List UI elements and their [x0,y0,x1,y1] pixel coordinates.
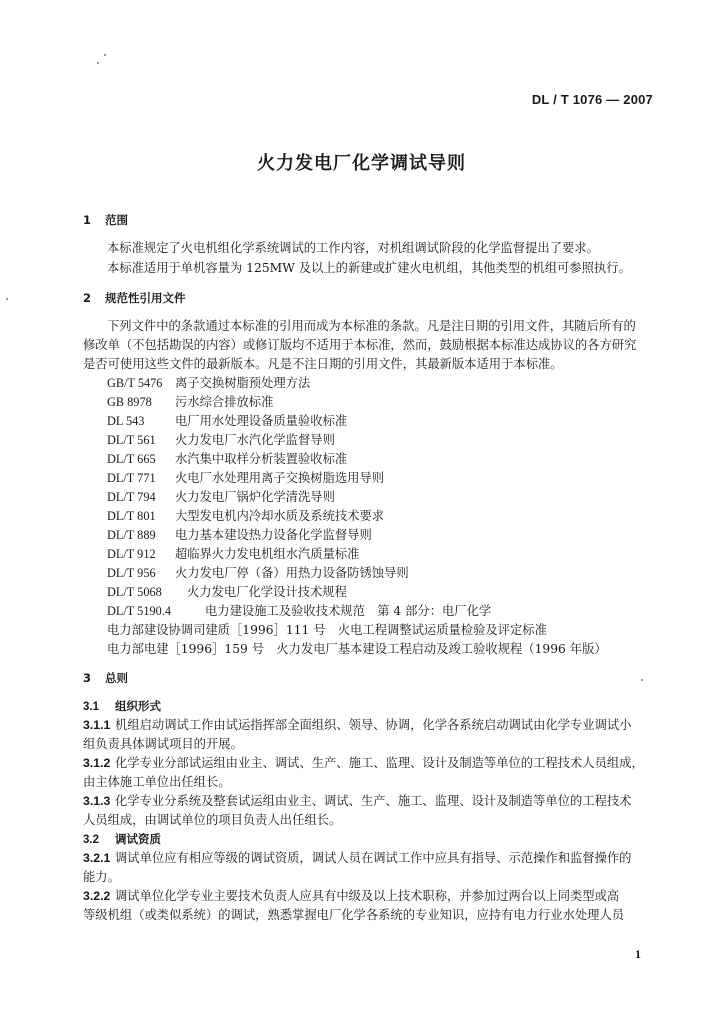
reference-title: 电厂用水处理设备质量验收标准 [175,414,348,428]
reference-item [107,507,384,525]
reference-item [107,602,491,620]
clause-3-1-3-line-1 [83,792,631,810]
reference-item-extra: 电力部建设协调司建质［1996］111 号 火电工程调整试运质量检验及评定标准 [107,623,547,637]
scan-speck [104,54,106,56]
section-2-intro-line-3: 是否可使用这些文件的最新版本。凡是不注日期的引用文件，其最新版本适用于本标准。 [83,357,563,371]
section-3-heading [83,669,128,687]
section-1-para-1: 本标准规定了火电机组化学系统调试的工作内容，对机组调试阶段的化学监督提出了要求。 [107,241,599,255]
subsection-title: 组织形式 [115,699,161,713]
clause-3-1-1-line-2: 组负责具体调试项目的开展。 [83,737,243,751]
clause-3-2-1-line-1 [83,849,631,867]
document-title: 火力发电厂化学调试导则 [257,153,466,174]
section-1-para-2: 本标准适用于单机容量为 125MW 及以上的新建或扩建火电机组，其他类型的机组可参照执行。 [107,261,631,275]
clause-3-1-1-line-1 [83,716,631,734]
subsection-title: 调试资质 [115,832,161,846]
reference-item [107,450,347,468]
clause-text: 调试单位化学专业主要技术负责人应具有中级及以上技术职称，并参加过两台以上同类型或高 [115,889,620,903]
reference-title: 火力发电厂水汽化学监督导则 [175,433,335,447]
reference-code: GB 8978 [107,395,152,409]
section-number: 3 [83,671,92,685]
clause-text: 化学专业分系统及整套试运组由业主、调试、生产、施工、监理、设计及制造等单位的工程技术 [115,794,632,808]
scan-speck [97,62,99,64]
reference-item [107,526,372,544]
subsection-3-2-heading [83,830,161,849]
clause-number: 3.1.1 [83,718,111,732]
reference-title: 水汽集中取样分析装置验收标准 [175,452,348,466]
reference-code: GB/T 5476 [107,376,163,390]
clause-number: 3.2.2 [83,889,111,903]
clause-3-2-2-line-1 [83,887,619,905]
reference-item [107,412,347,430]
section-title: 总则 [105,671,128,685]
section-number: 1 [83,213,92,227]
clause-number: 3.2.1 [83,851,111,865]
reference-code: DL/T 561 [107,433,156,447]
section-1-heading [83,211,128,229]
reference-title: 火电厂水处理用离子交换树脂选用导则 [175,471,385,485]
clause-text: 机组启动调试工作由试运指挥部全面组织、领导、协调，化学各系统启动调试由化学专业调试小 [115,718,632,732]
reference-title: 电力基本建设热力设备化学监督导则 [175,528,372,542]
reference-code: DL 543 [107,414,145,428]
reference-title: 超临界火力发电机组水汽质量标准 [175,547,360,561]
reference-item [107,431,335,449]
reference-code: DL/T 5068 [107,585,162,599]
clause-text: 化学专业分部试运组由业主、调试、生产、施工、监理、设计及制造等单位的工程技术人员组成， [115,756,644,770]
reference-title: 大型发电机内冷却水质及系统技术要求 [175,509,385,523]
reference-code: DL/T 912 [107,547,156,561]
reference-code: DL/T 794 [107,490,156,504]
reference-title: 火力发电厂化学设计技术规程 [187,585,347,599]
clause-number: 3.1.3 [83,794,111,808]
reference-title: 火力发电厂停（备）用热力设备防锈蚀导则 [175,566,409,580]
clause-3-1-2-line-2: 由主体施工单位出任组长。 [83,775,231,789]
subsection-number: 3.2 [83,834,99,846]
scan-speck [6,298,8,300]
clause-3-2-2-line-2: 等级机组（或类似系统）的调试，熟悉掌握电厂化学各系统的专业知识，应持有电力行业水处理人员 [83,908,625,922]
clause-number: 3.1.2 [83,756,111,770]
section-title: 规范性引用文件 [105,291,186,305]
reference-item [107,545,359,563]
reference-item [107,393,273,411]
clause-3-1-2-line-1 [83,754,644,772]
reference-item [107,488,335,506]
reference-code: DL/T 801 [107,509,156,523]
reference-title: 污水综合排放标准 [175,395,274,409]
reference-item [107,469,384,487]
clause-3-1-3-line-2: 人员组成，由调试单位的项目负责人出任组长。 [83,813,342,827]
section-2-intro-line-1: 下列文件中的条款通过本标准的引用而成为本标准的条款。凡是注日期的引用文件，其随后所有的 [107,319,636,333]
reference-code: DL/T 665 [107,452,156,466]
reference-item [107,583,347,601]
standard-code: DL / T 1076 — 2007 [531,92,653,107]
clause-3-2-1-line-2: 能力。 [83,870,120,884]
reference-title: 离子交换树脂预处理方法 [175,376,311,390]
reference-code: DL/T 889 [107,528,156,542]
reference-item [107,564,409,582]
reference-item-extra: 电力部电建［1996］159 号 火力发电厂基本建设工程启动及竣工验收规程（1996 年版） [107,642,607,656]
reference-code: DL/T 771 [107,471,156,485]
section-number: 2 [83,291,92,305]
reference-code: DL/T 956 [107,566,156,580]
page-number: 1 [635,947,641,961]
reference-item [107,374,310,392]
section-2-heading [83,289,186,307]
section-title: 范围 [105,213,128,227]
clause-text: 调试单位应有相应等级的调试资质，调试人员在调试工作中应具有指导、示范操作和监督操作的 [115,851,632,865]
section-2-intro-line-2: 修改单（不包括勘误的内容）或修订版均不适用于本标准，然而，鼓励根据本标准达成协议的各方研究 [83,338,637,352]
reference-code: DL/T 5190.4 [107,604,171,618]
subsection-3-1-heading [83,697,161,716]
subsection-number: 3.1 [83,701,99,713]
scan-speck [641,679,643,681]
reference-title: 电力建设施工及验收技术规范 第 4 部分：电厂化学 [205,604,492,618]
reference-title: 火力发电厂锅炉化学清洗导则 [175,490,335,504]
